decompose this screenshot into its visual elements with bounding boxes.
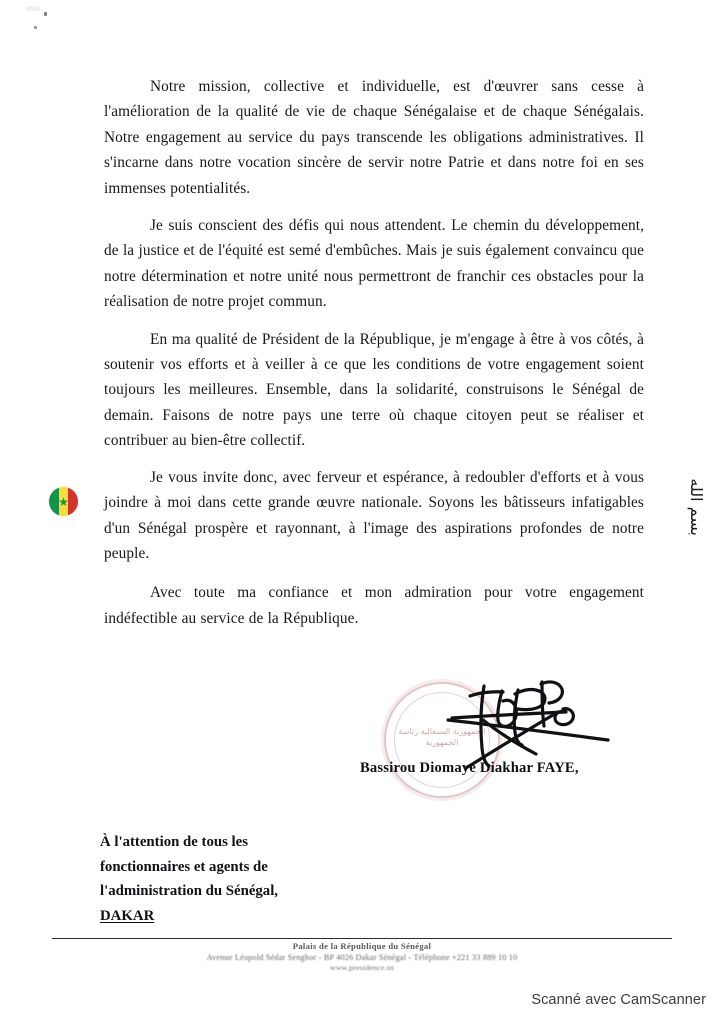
letter-paragraph-2: Je suis conscient des défis qui nous attendent. Le chemin du développement, de la justice et de l'équité est semé d'embûches. Mais je suis également convaincu que notre détermination et notre unité nous permettront de franchir ces obstacles pour la réalisation de notre projet commun. — [104, 217, 644, 311]
flag-band-red — [68, 487, 78, 516]
camscanner-watermark: Scanné avec CamScanner — [531, 992, 706, 1008]
addressee-line-2: fonctionnaires et agents de — [100, 858, 268, 875]
letter-paragraph-5: Avec toute ma confiance et mon admiration pour votre engagement indéfectible au service de la République. — [104, 584, 644, 627]
addressee-city: DAKAR — [100, 907, 155, 924]
official-stamp-text: الجمهورية السنغالية رئاسة الجمهورية — [398, 727, 486, 747]
letter-paragraph-1: Notre mission, collective et individuelle, est d'œuvrer sans cesse à l'amélioration de la qualité de vie de chaque Sénégalaise et de chaque Sénégalais. Notre engagement au service du pays transcende les obligations administratives. Il s'incarne dans notre vocation sincère de servir notre Patrie et dans notre foi en ses immenses potentialités. — [104, 78, 644, 197]
letter-paragraph-3: En ma qualité de Président de la République, je m'engage à être à vos côtés, à soutenir vos efforts et à veiller à ce que les conditions de votre engagement soient toujours les meilleures. Ensemble, dans la solidarité, construisons le Sénégal de demain. Faisons de notre pays une terre où chaque citoyen peut se réaliser et contribuer au bien-être collectif. — [104, 330, 644, 450]
footer-line-1: Palais de la République du Sénégal — [292, 941, 432, 951]
signature-block — [352, 660, 652, 790]
official-stamp-icon — [384, 682, 500, 798]
footer-line-3: www.presidence.sn — [330, 963, 394, 972]
addressee-line-1: À l'attention de tous les — [100, 834, 248, 850]
scan-speckle — [44, 12, 47, 16]
footer-line-2: Avenue Léopold Sédar Senghor - BP 4026 Dakar Sénégal - Téléphone +221 33 889 10 10 — [206, 953, 518, 962]
senegal-flag-icon — [49, 487, 78, 516]
letter-body — [104, 74, 644, 631]
addressee-line-3: l'administration du Sénégal, — [100, 883, 279, 899]
scan-speckle — [26, 6, 40, 11]
scan-speckle — [34, 26, 37, 29]
flag-star-icon: ★ — [58, 494, 69, 509]
letterhead-footer — [52, 941, 672, 973]
signatory-name: Bassirou Diomaye Diakhar FAYE, — [360, 760, 579, 776]
letter-paragraph-4: Je vous invite donc, avec ferveur et espérance, à redoubler d'efforts et à vous joindre à moi dans cette grande œuvre nationale. Soyons les bâtisseurs infatigables d'un Sénégal prospère et rayonnant, à l'image des aspirations profondes de notre peuple. — [104, 468, 644, 562]
handwritten-margin-note: بسم الله — [687, 478, 706, 536]
footer-divider — [52, 938, 672, 939]
addressee-block — [100, 830, 400, 928]
